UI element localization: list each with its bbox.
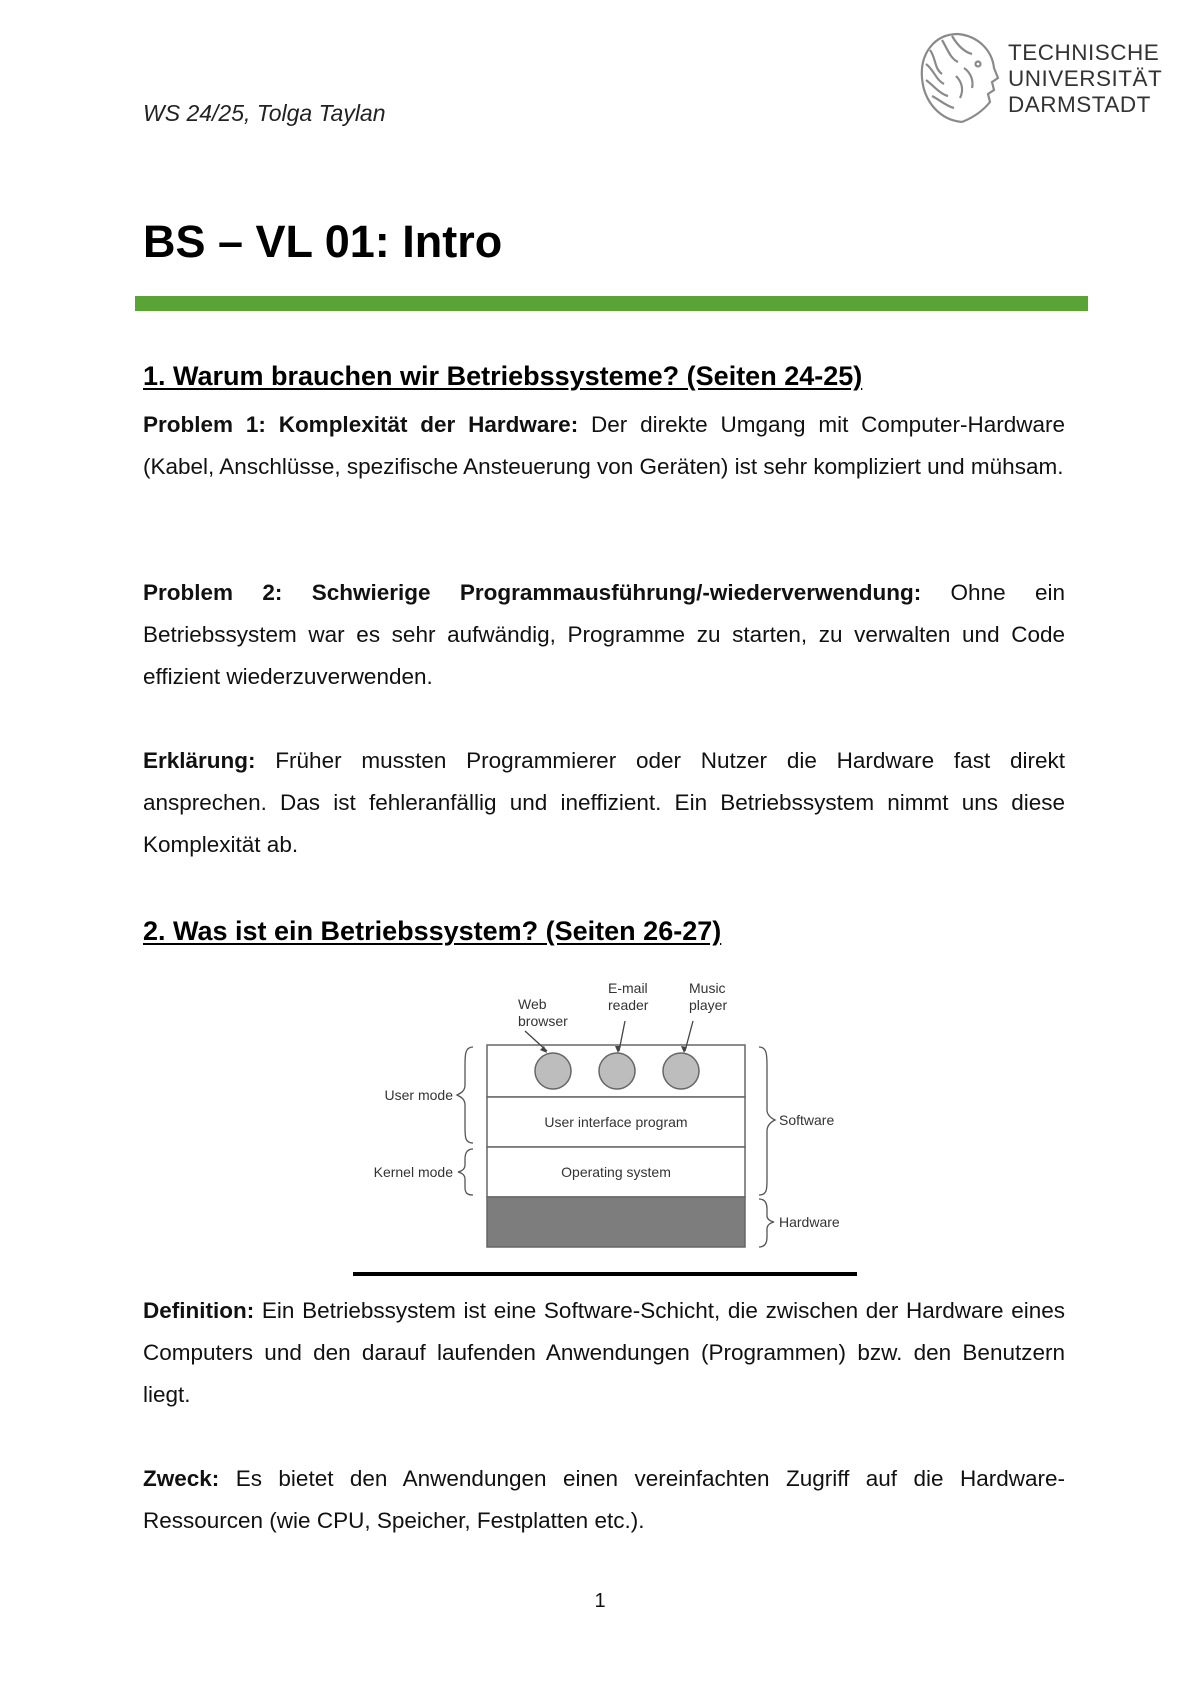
explanation-label: Erklärung: <box>143 748 256 773</box>
email-reader-circle <box>599 1053 635 1089</box>
logo-line-2: UNIVERSITÄT <box>1008 66 1163 91</box>
hardware-layer <box>487 1197 745 1247</box>
section-1-heading: 1. Warum brauchen wir Betriebssysteme? (Seiten 24-25) <box>143 361 863 391</box>
university-logo <box>912 28 1167 132</box>
os-layer-diagram <box>355 975 875 1255</box>
logo-line-3: DARMSTADT <box>1008 92 1151 117</box>
title-divider <box>135 296 1088 311</box>
problem-2-paragraph <box>143 572 1065 698</box>
purpose-paragraph <box>143 1458 1065 1542</box>
user-mode-label: User mode <box>384 1087 453 1103</box>
page-title: BS – VL 01: Intro <box>143 216 503 267</box>
definition-paragraph <box>143 1290 1065 1416</box>
definition-text: Ein Betriebssystem ist eine Software-Schicht, die zwischen der Hardware eines Computers und den darauf laufenden Anwendungen (Programmen) bzw. den Benutzern liegt. <box>143 1298 1065 1407</box>
ui-program-label: User interface program <box>544 1114 688 1130</box>
logo-line-1: TECHNISCHE <box>1008 40 1160 65</box>
web-browser-label-2: browser <box>518 1013 568 1029</box>
music-player-circle <box>663 1053 699 1089</box>
hardware-label: Hardware <box>779 1214 840 1230</box>
email-reader-label-2: reader <box>608 997 649 1013</box>
music-player-label-2: player <box>689 997 728 1013</box>
purpose-label: Zweck: <box>143 1466 220 1491</box>
athena-head-icon <box>912 28 1004 128</box>
user-mode-brace <box>457 1047 473 1143</box>
page-number: 1 <box>594 1590 606 1612</box>
purpose-text: Es bietet den Anwendungen einen vereinfachten Zugriff auf die Hardware-Ressourcen (wie CPU, Speicher, Festplatten etc.). <box>143 1466 1065 1533</box>
diagram-divider <box>353 1272 857 1276</box>
problem-1-paragraph <box>143 404 1065 488</box>
hardware-brace <box>759 1199 774 1247</box>
web-browser-label-1: Web <box>518 996 547 1012</box>
university-name <box>1008 40 1162 118</box>
section-2-heading: 2. Was ist ein Betriebssystem? (Seiten 26-27) <box>143 916 722 946</box>
course-header: WS 24/25, Tolga Taylan <box>143 100 386 126</box>
problem-1-text: Der direkte Umgang mit Computer-Hardware (Kabel, Anschlüsse, spezifische Ansteuerung von Geräten) ist sehr kompliziert und mühsam. <box>143 412 1065 479</box>
music-player-label-1: Music <box>689 980 726 996</box>
problem-2-label: Problem 2: Schwierige Programmausführung/-wiederverwendung: <box>143 580 922 605</box>
kernel-mode-brace <box>458 1149 473 1195</box>
definition-label: Definition: <box>143 1298 255 1323</box>
software-brace <box>759 1047 775 1195</box>
explanation-paragraph <box>143 740 1065 866</box>
problem-1-label: Problem 1: Komplexität der Hardware: <box>143 412 579 437</box>
email-reader-label-1: E-mail <box>608 980 648 996</box>
os-label: Operating system <box>561 1164 671 1180</box>
web-browser-circle <box>535 1053 571 1089</box>
kernel-mode-label: Kernel mode <box>373 1164 453 1180</box>
explanation-text: Früher mussten Programmierer oder Nutzer die Hardware fast direkt ansprechen. Das ist fehleranfällig und ineffizient. Ein Betriebssystem nimmt uns diese Komplexität ab. <box>143 748 1065 857</box>
problem-2-text: Ohne ein Betriebssystem war es sehr aufwändig, Programme zu starten, zu verwalten und Code effizient wiederzuverwenden. <box>143 580 1065 689</box>
software-label: Software <box>779 1112 835 1128</box>
